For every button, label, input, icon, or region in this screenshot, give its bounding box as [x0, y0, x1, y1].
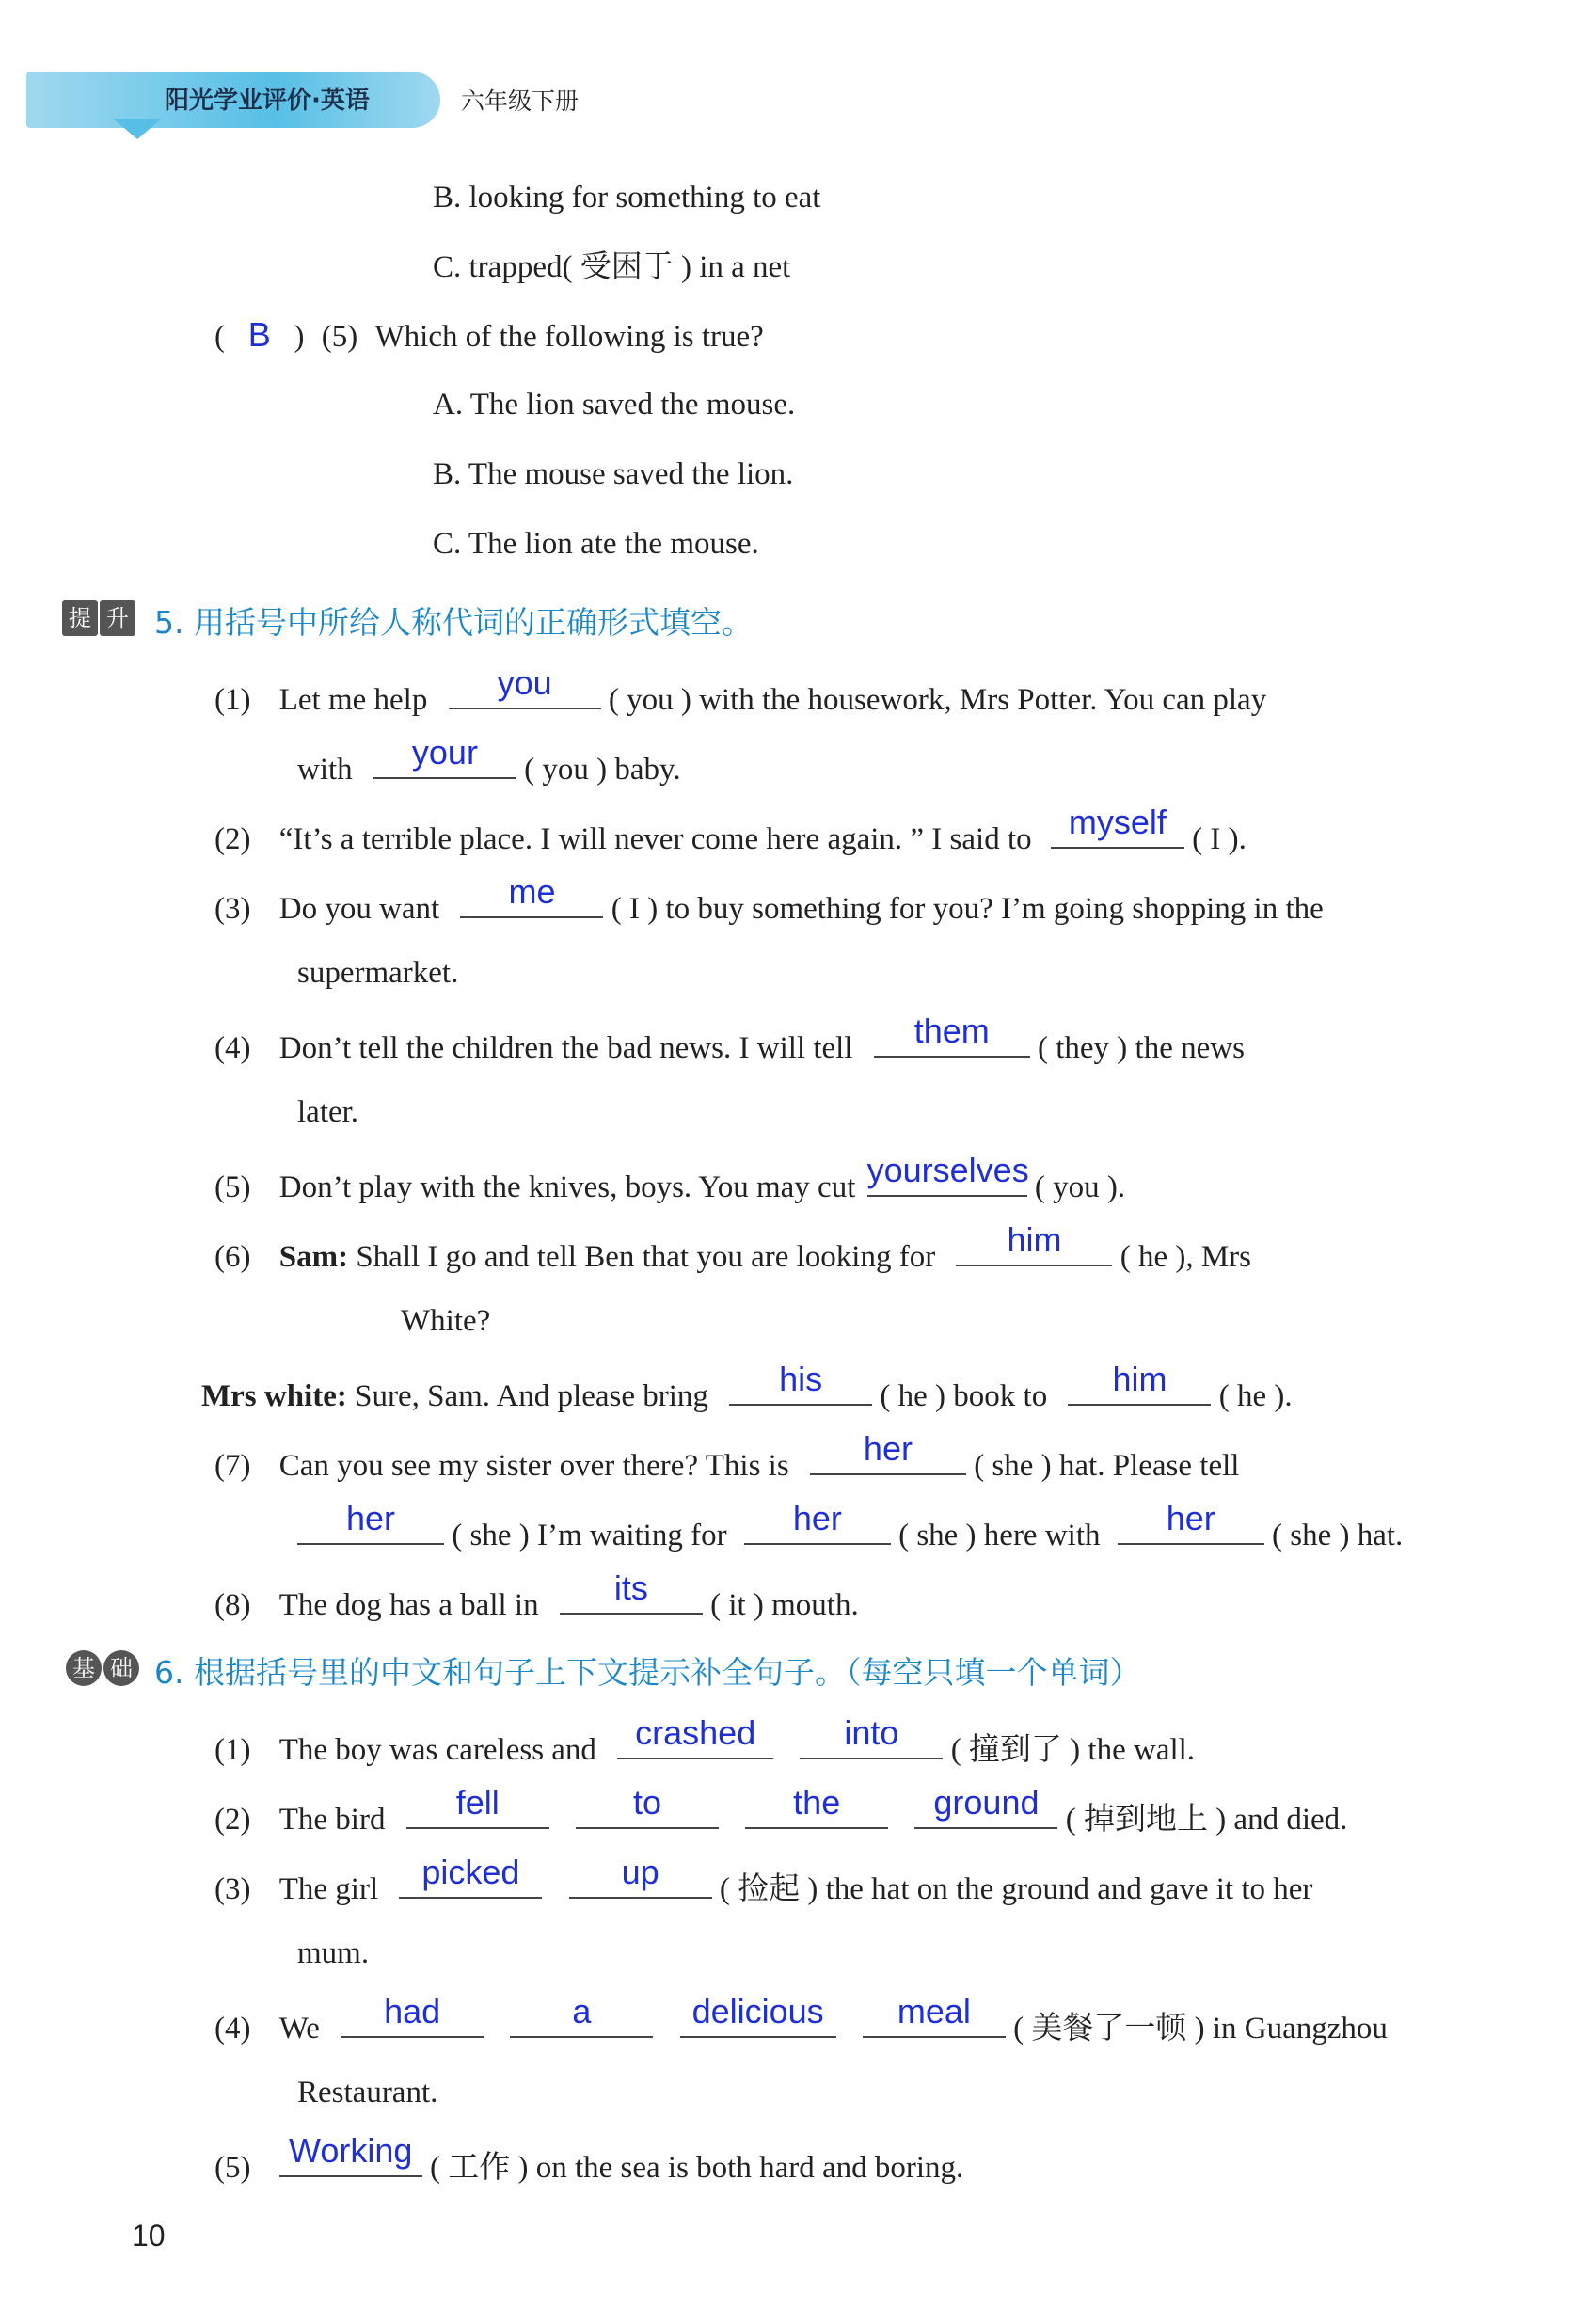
answer-blank[interactable] — [569, 1853, 712, 1899]
exercise-item — [214, 1429, 1240, 1485]
exercise-item — [214, 1220, 1252, 1276]
speaker-label: Sam: — [278, 1240, 349, 1274]
question-number: (5) — [214, 1170, 251, 1204]
header-band-tail — [113, 119, 162, 139]
exercise-item — [214, 872, 1324, 928]
exercise-item — [214, 1713, 1196, 1769]
question-row — [214, 316, 764, 356]
section-badge — [62, 600, 135, 636]
answer-blank[interactable] — [460, 872, 603, 918]
exercise-item — [297, 733, 681, 788]
answer-blank[interactable] — [866, 1151, 1029, 1197]
question-text: Restaurant. — [297, 2076, 438, 2109]
question-number: (1) — [214, 1733, 251, 1767]
question-text: ( 捡起 ) the hat on the ground and gave it to her — [719, 1872, 1313, 1906]
answer-blank[interactable] — [874, 1011, 1030, 1058]
answer-blank[interactable] — [449, 663, 601, 709]
exercise-item — [214, 1568, 859, 1624]
answer-text: yourselves — [866, 1151, 1029, 1189]
answer-text: his — [779, 1360, 823, 1398]
exercise-item — [214, 803, 1247, 858]
section-badge — [66, 1650, 139, 1686]
question-text: Don’t play with the knives, boys. You may cut — [278, 1170, 856, 1204]
answer-blank[interactable] — [800, 1713, 943, 1759]
answer-blank[interactable] — [406, 1783, 549, 1829]
question-text: ( you ) baby. — [524, 753, 681, 787]
exercise-item — [297, 1934, 369, 1972]
answer-blank[interactable] — [810, 1429, 966, 1475]
answer-blank[interactable] — [576, 1783, 719, 1829]
question-text: Don’t tell the children the bad news. I will tell — [278, 1031, 853, 1065]
answer-blank[interactable] — [729, 1360, 872, 1406]
question-number: (4) — [214, 2012, 251, 2045]
answer-text: picked — [421, 1853, 520, 1891]
answer-blank[interactable] — [914, 1783, 1057, 1829]
question-text: ( she ) hat. — [1272, 1519, 1404, 1552]
exercise-item — [214, 663, 1267, 719]
answer-text: me — [508, 872, 556, 911]
header-title: 阳光学业评价·英语 — [165, 87, 370, 115]
question-text: supermarket. — [297, 956, 459, 990]
option-b: B. The mouse saved the lion. — [433, 457, 794, 491]
question-number: (7) — [214, 1449, 251, 1483]
question-text: ( you ) with the housework, Mrs Potter. You can play — [608, 683, 1267, 717]
question-text: The girl — [278, 1872, 379, 1906]
badge-char: 升 — [100, 600, 135, 636]
question-number: (8) — [214, 1588, 251, 1622]
question-text: ( it ) mouth. — [710, 1588, 859, 1622]
option-a: A. The lion saved the mouse. — [433, 388, 796, 422]
question-text: Can you see my sister over there? This is — [278, 1449, 789, 1483]
question-text: ( 撞到了 ) the wall. — [950, 1733, 1196, 1767]
answer-blank[interactable] — [1068, 1360, 1211, 1406]
answer-text: her — [863, 1429, 913, 1468]
question-number: (4) — [214, 1031, 251, 1065]
question-text: later. — [297, 1095, 359, 1129]
question-text: ( 美餐了一顿 ) in Guangzhou — [1013, 2012, 1388, 2045]
exercise-item — [401, 1302, 490, 1340]
answer-choice: B — [247, 315, 271, 354]
answer-blank[interactable] — [1118, 1499, 1264, 1545]
question-text: ( you ). — [1034, 1170, 1126, 1204]
answer-text: meal — [897, 1992, 971, 2030]
answer-blank[interactable] — [279, 2131, 422, 2177]
exercise-item — [214, 1853, 1313, 1908]
question-number: (1) — [214, 683, 251, 717]
exercise-item — [214, 1992, 1388, 2047]
question-text: ( 掉到地上 ) and died. — [1065, 1803, 1348, 1837]
question-text: ( I ) to buy something for you? I’m going shopping in the — [611, 892, 1324, 926]
question-text: ( she ) hat. Please tell — [974, 1449, 1240, 1483]
answer-blank[interactable] — [956, 1220, 1112, 1266]
question-text: ( he ), Mrs — [1120, 1240, 1252, 1274]
answer-blank[interactable] — [745, 1783, 888, 1829]
question-text: “It’s a terrible place. I will never come here again. ” I said to — [278, 822, 1032, 856]
answer-text: you — [497, 663, 552, 702]
question-number: (6) — [214, 1240, 251, 1274]
question-text: ( they ) the news — [1037, 1031, 1245, 1065]
header-grade: 六年级下册 — [461, 88, 580, 115]
question-text: ( he ). — [1218, 1379, 1293, 1413]
answer-text: fell — [455, 1783, 500, 1822]
answer-text: its — [613, 1568, 648, 1607]
answer-blank[interactable] — [1051, 803, 1184, 849]
exercise-item — [297, 954, 458, 992]
option-b: B. looking for something to eat — [433, 181, 821, 215]
exercise-item — [297, 1093, 358, 1131]
answer-text: Working — [289, 2131, 413, 2170]
question-text: mum. — [297, 1936, 370, 1970]
answer-text: up — [621, 1853, 659, 1891]
answer-text: her — [1166, 1499, 1215, 1537]
answer-text: ground — [933, 1783, 1040, 1822]
question-text: ( he ) book to — [880, 1379, 1048, 1413]
speaker-label: Mrs white: — [201, 1379, 347, 1413]
question-text: The dog has a ball in — [278, 1588, 539, 1622]
exercise-item — [214, 1783, 1348, 1839]
exercise-item — [214, 1011, 1245, 1067]
question-number: (5) — [214, 2151, 251, 2185]
question-number: (2) — [214, 1803, 251, 1837]
option-c: C. trapped( 受困于 ) in a net — [433, 250, 791, 284]
answer-blank[interactable] — [744, 1499, 891, 1545]
badge-char: 提 — [62, 600, 98, 636]
question-text: The boy was careless and — [278, 1733, 596, 1767]
section-title: 5. 用括号中所给人称代词的正确形式填空。 — [154, 604, 753, 641]
option-c: C. The lion ate the mouse. — [433, 527, 759, 561]
answer-text: him — [1007, 1220, 1062, 1259]
exercise-item — [214, 2131, 964, 2187]
answer-blank[interactable] — [617, 1713, 773, 1759]
answer-paren: ( B ) — [214, 315, 305, 354]
question-text: The bird — [278, 1803, 386, 1837]
answer-text: the — [793, 1783, 841, 1822]
question-text: ( I ). — [1192, 822, 1247, 856]
question-text: Sure, Sam. And please bring — [355, 1379, 708, 1413]
answer-blank[interactable] — [341, 1992, 484, 2038]
answer-blank[interactable] — [560, 1568, 703, 1615]
answer-text: myself — [1068, 803, 1167, 841]
answer-text: them — [913, 1011, 990, 1050]
question-text: ( she ) here with — [898, 1519, 1101, 1552]
page-number: 10 — [132, 2219, 166, 2252]
answer-blank[interactable] — [680, 1992, 836, 2038]
question-text: with — [297, 753, 353, 787]
answer-text: delicious — [691, 1992, 824, 2030]
answer-blank[interactable] — [863, 1992, 1006, 2038]
question-text: We — [278, 2012, 320, 2045]
answer-blank[interactable] — [297, 1499, 444, 1545]
answer-text: crashed — [635, 1713, 756, 1752]
answer-blank[interactable] — [510, 1992, 653, 2038]
exercise-item — [297, 1499, 1404, 1554]
question-number: (3) — [214, 892, 251, 926]
question-text: White? — [401, 1304, 491, 1338]
question-text: ( 工作 ) on the sea is both hard and boring. — [429, 2151, 964, 2185]
answer-blank[interactable] — [373, 733, 516, 779]
question-text: Let me help — [278, 683, 428, 717]
section-title: 6. 根据括号里的中文和句子上下文提示补全句子。（每空只填一个单词） — [154, 1654, 1141, 1691]
question-number: (2) — [214, 822, 251, 856]
exercise-item — [297, 2074, 437, 2111]
question-text: Shall I go and tell Ben that you are looking for — [356, 1240, 936, 1274]
answer-text: to — [632, 1783, 661, 1822]
question-text: Do you want — [278, 892, 440, 926]
question-number: (3) — [214, 1872, 251, 1906]
question-text: ( she ) I’m waiting for — [452, 1519, 727, 1552]
answer-text: your — [411, 733, 478, 772]
badge-char: 基 — [66, 1650, 102, 1686]
badge-char: 础 — [103, 1650, 139, 1686]
answer-text: her — [345, 1499, 396, 1537]
answer-text: into — [844, 1713, 899, 1752]
question-number: (5) — [321, 320, 358, 354]
answer-text: her — [792, 1499, 842, 1537]
answer-text: a — [572, 1992, 592, 2030]
answer-text: had — [384, 1992, 441, 2030]
exercise-item — [214, 1151, 1126, 1206]
answer-blank[interactable] — [399, 1853, 542, 1899]
question-text: Which of the following is true? — [374, 320, 764, 354]
answer-text: him — [1112, 1360, 1167, 1398]
exercise-item — [201, 1360, 1293, 1415]
